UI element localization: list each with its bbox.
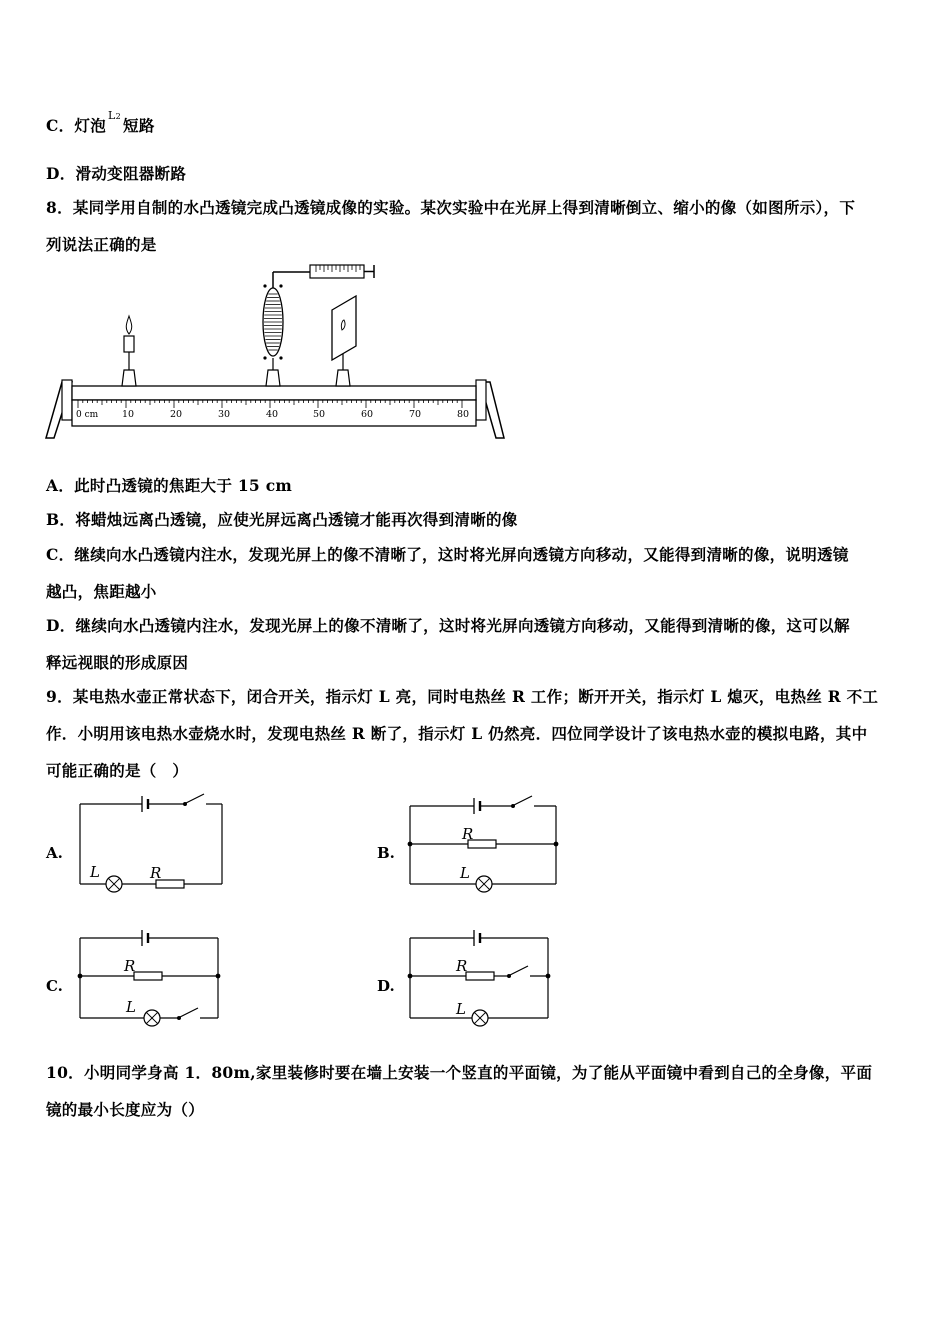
q10-stem-line1: 10．小明同学身高 1．80m,家里装修时要在墙上安装一个竖直的平面镜，为了能从平面镜中看到自己的全身像，平面: [46, 1063, 873, 1082]
q9-stem-line1: 9．某电热水壶正常状态下，闭合开关，指示灯 L 亮，同时电热丝 R 工作；断开开关，指示灯 L 熄灭，电热丝 R 不工: [46, 687, 879, 706]
ruler-label-10: 10: [122, 409, 135, 420]
q8-stem-line2: 列说法正确的是: [46, 235, 157, 254]
ruler-label-50: 50: [313, 409, 326, 420]
q8-option-a: A．此时凸透镜的焦距大于 15 cm: [46, 476, 293, 495]
switch-d: [510, 966, 528, 975]
bench-right-post: [476, 380, 486, 420]
optical-bench-diagram: [44, 262, 506, 444]
q7-option-c: [46, 109, 155, 136]
switch-a: [186, 794, 204, 803]
lamp-c-label: L: [126, 998, 136, 1016]
ruler-label-20: 20: [170, 409, 183, 420]
q7-option-c-prefix: C．灯泡: [46, 116, 107, 135]
lamp-c: [144, 1010, 160, 1026]
lamp-d: [472, 1010, 488, 1026]
bench-rail: [72, 386, 476, 400]
switch-c: [180, 1008, 198, 1017]
q7-option-d: D．滑动变阻器断路: [46, 164, 187, 183]
circuit-d: [408, 926, 554, 1026]
resistor-c-label: R: [124, 957, 136, 975]
lamp-b-label: L: [460, 864, 470, 882]
q8-option-b: B．将蜡烛远离凸透镜，应使光屏远离凸透镜才能再次得到清晰的像: [46, 510, 518, 529]
circuit-a: [78, 790, 228, 890]
resistor-b-label: R: [462, 825, 474, 843]
resistor-a-label: R: [150, 864, 162, 882]
q7-option-c-suffix: 短路: [123, 116, 155, 135]
bench-left-post: [62, 380, 72, 420]
ruler-label-70: 70: [409, 409, 422, 420]
lamp-a: [106, 876, 122, 892]
lamp-a-label: L: [90, 863, 100, 881]
circuit-c: [78, 926, 224, 1026]
ruler-label-80: 80: [457, 409, 470, 420]
q7-subscript-index: 2: [115, 112, 122, 121]
water-convex-lens: [263, 272, 310, 386]
resistor-d: [466, 972, 494, 980]
circuit-b: [408, 792, 560, 892]
candle: [122, 316, 136, 386]
light-screen: [332, 296, 356, 386]
circuit-d-label: D.: [377, 977, 395, 995]
q8-option-c-line2: 越凸，焦距越小: [46, 582, 157, 601]
q8-stem-line1: 8．某同学用自制的水凸透镜完成凸透镜成像的实验。某次实验中在光屏上得到清晰倒立、缩小的像（如图所示），下: [46, 198, 856, 217]
q9-stem-line3: 可能正确的是（ ）: [46, 761, 189, 780]
q8-option-c-line1: C．继续向水凸透镜内注水，发现光屏上的像不清晰了，这时将光屏向透镜方向移动，又能得到清晰的像，说明透镜: [46, 545, 849, 564]
q9-stem-line2: 作．小明用该电热水壶烧水时，发现电热丝 R 断了，指示灯 L 仍然亮．四位同学设计了该电热水壶的模拟电路，其中: [46, 724, 868, 743]
circuit-b-label: B.: [377, 844, 395, 862]
ruler-label-30: 30: [218, 409, 231, 420]
ruler-label-60: 60: [361, 409, 374, 420]
q8-option-d-line1: D．继续向水凸透镜内注水，发现光屏上的像不清晰了，这时将光屏向透镜方向移动，又能得到清晰的像，这可以解: [46, 616, 850, 635]
switch-b: [514, 796, 532, 805]
q8-option-d-line2: 释远视眼的形成原因: [46, 653, 189, 672]
circuit-c-label: C.: [46, 977, 63, 995]
resistor-d-label: R: [456, 957, 468, 975]
ruler-label-40: 40: [266, 409, 279, 420]
circuit-a-label: A.: [46, 844, 63, 862]
q10-stem-line2: 镜的最小长度应为（）: [46, 1100, 205, 1119]
lamp-b: [476, 876, 492, 892]
q7-subscript-letter: L: [108, 109, 116, 122]
syringe: [310, 265, 374, 278]
ruler-unit-label: 0 cm: [76, 410, 99, 420]
lamp-d-label: L: [456, 1000, 466, 1018]
resistor-c: [134, 972, 162, 980]
